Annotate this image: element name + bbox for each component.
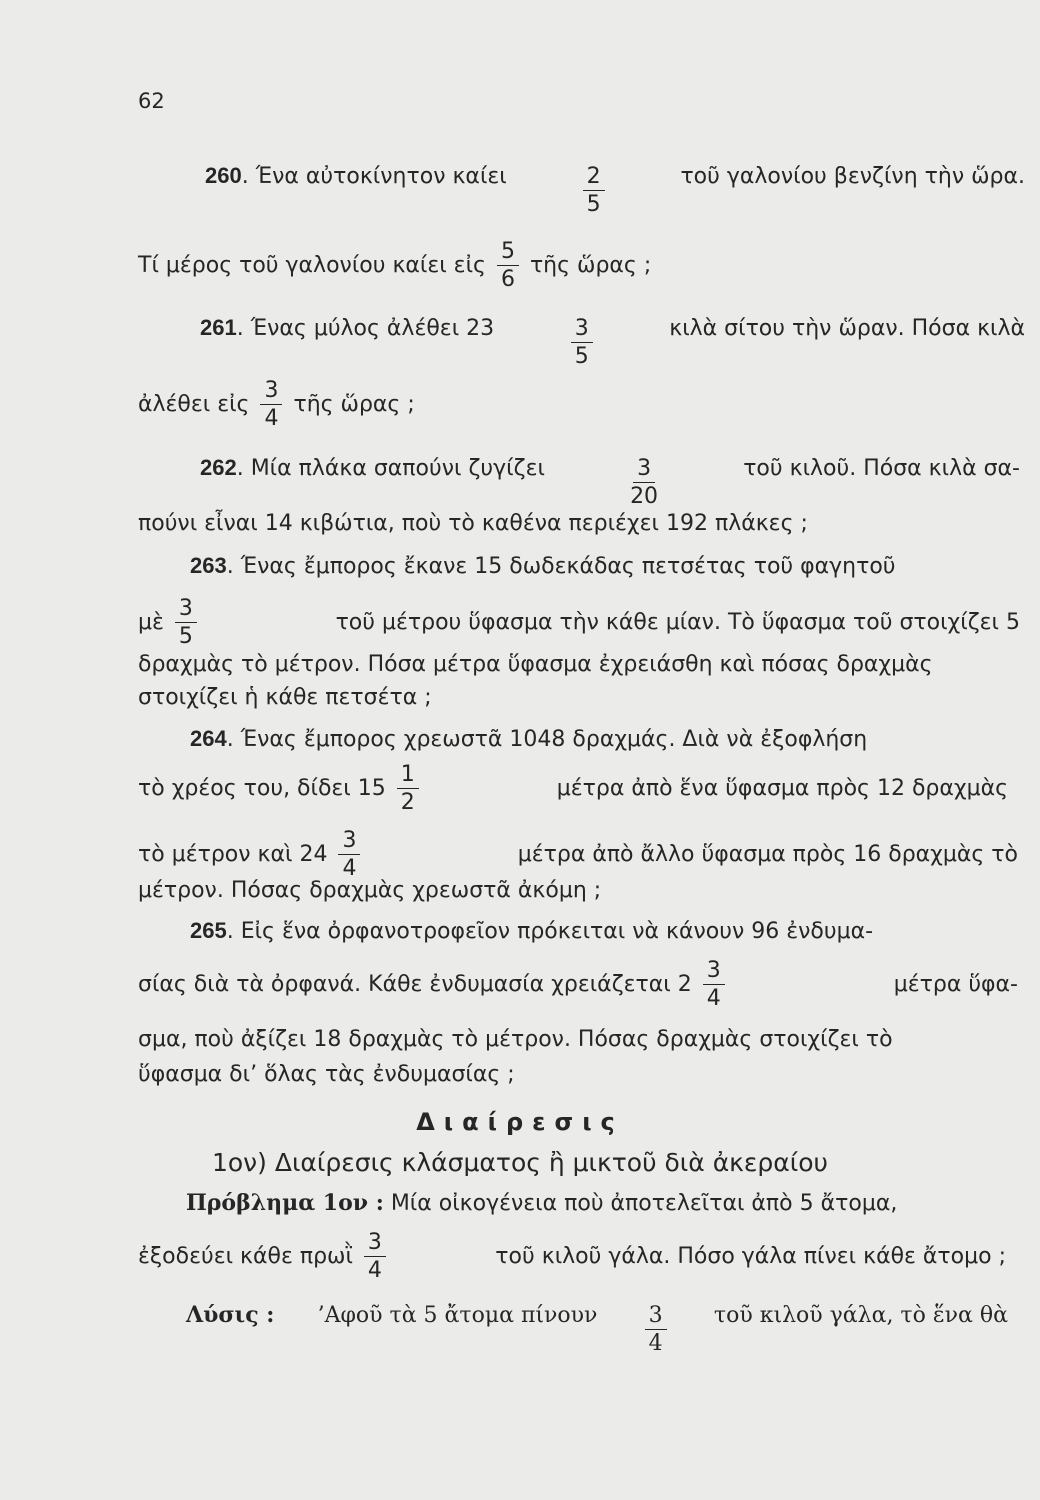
denominator: 4 [648, 1331, 663, 1356]
problem-261-line-2 [138, 380, 415, 430]
fraction [338, 830, 360, 880]
text: τῆς ὥρας ; [293, 392, 415, 417]
fraction [583, 166, 605, 216]
problem-263-line-3: δραχμὰς τὸ μέτρον. Πόσα μέτρα ὕφασμα ἐχρειάσθη καὶ πόσας δραχμὰς [138, 652, 933, 677]
fraction [626, 458, 662, 508]
problem-264-line-3 [138, 830, 1018, 880]
problem-number: 263 [190, 553, 227, 578]
problem-262-line-2: πούνι εἶναι 14 κιβώτια, ποὺ τὸ καθένα περιέχει 192 πλάκες ; [138, 511, 808, 536]
problem-265-line-1 [190, 918, 873, 945]
text: ἐξοδεύει κάθε πρωῒ [138, 1244, 353, 1269]
denominator: 20 [630, 484, 659, 509]
denominator: 4 [342, 856, 357, 881]
numerator: 3 [364, 1232, 386, 1257]
problem-263-line-4: στοιχίζει ἡ κάθε πετσέτα ; [138, 685, 432, 710]
text: μέτρα ἀπὸ ἄλλο ὕφασμα πρὸς 16 δραχμὰς τὸ [517, 842, 1018, 867]
numerator: 5 [497, 241, 519, 266]
numerator: 3 [260, 380, 282, 405]
numerator: 3 [571, 318, 593, 343]
text: ’Αφοῦ τὰ 5 ἄτομα πίνουν [317, 1303, 598, 1328]
problem-265-line-3: σμα, ποὺ ἀξίζει 18 δραχμὰς τὸ μέτρον. Πόσας δραχμὰς στοιχίζει τὸ [138, 1027, 893, 1052]
numerator: 2 [583, 166, 605, 191]
fraction [364, 1232, 386, 1282]
denominator: 5 [574, 344, 589, 369]
denominator: 5 [178, 624, 193, 649]
problem-264-line-4: μέτρον. Πόσας δραχμὰς χρεωστᾶ ἀκόμη ; [138, 878, 602, 903]
text: σίας διὰ τὰ ὀρφανά. Κάθε ἐνδυμασία χρειάζεται 2 [138, 972, 692, 997]
fraction [645, 1305, 667, 1355]
problem-263-line-1 [190, 553, 896, 580]
denominator: 4 [367, 1258, 382, 1283]
denominator: 2 [400, 790, 415, 815]
text: τοῦ μέτρου ὕφασμα τὴν κάθε μίαν. Τὸ ὕφασμα τοῦ στοιχίζει 5 [335, 610, 1020, 635]
problem-264-line-1 [190, 726, 867, 753]
problem-number: 262 [200, 455, 237, 480]
text: τοῦ κιλοῦ. Πόσα κιλὰ σα- [743, 456, 1020, 481]
denominator: 5 [586, 192, 601, 217]
page-number: 62 [138, 89, 165, 113]
text: ἀλέθει εἰς [138, 392, 250, 417]
problem-1-line-1 [186, 1190, 897, 1217]
denominator: 6 [500, 267, 515, 292]
section-heading: Διαίρεσις [416, 1108, 624, 1136]
problem-number: 265 [190, 918, 227, 943]
text: μέτρα ὕφα- [893, 972, 1018, 997]
problem-number: 260 [205, 163, 242, 188]
text: . Ένας ἔμπορος χρεωστᾶ 1048 δραχμάς. Διὰ νὰ ἐξοφλήση [226, 727, 868, 752]
problem-264-line-2 [138, 764, 1008, 814]
problem-263-line-2 [138, 598, 1020, 648]
text: κιλὰ σίτου τὴν ὥραν. Πόσα κιλὰ [669, 316, 1025, 341]
text: μὲ [138, 610, 164, 635]
fraction [571, 318, 593, 368]
fraction [397, 764, 419, 814]
text: . Μία πλάκα σαπούνι ζυγίζει [236, 456, 545, 481]
text: τὸ μέτρον καὶ 24 [138, 842, 328, 867]
problem-260-line-1 [205, 163, 1025, 216]
problem-260-line-2 [138, 241, 651, 291]
subheading: 1ον) Διαίρεσις κλάσματος ἢ μικτοῦ διὰ ἀκεραίου [211, 1148, 828, 1177]
problem-262-line-1 [200, 455, 1020, 508]
text: . Ένα αὐτοκίνητον καίει [241, 164, 507, 189]
text: . Εἰς ἕνα ὀρφανοτροφεῖον πρόκειται νὰ κάνουν 96 ἐνδυμα- [226, 919, 874, 944]
numerator: 3 [175, 598, 197, 623]
numerator: 3 [633, 458, 655, 483]
text: Μία οἰκογένεια ποὺ ἀποτελεῖται ἀπὸ 5 ἄτομα, [390, 1191, 898, 1216]
numerator: 3 [703, 960, 725, 985]
text: τοῦ κιλοῦ γάλα, τὸ ἕνα θὰ [713, 1303, 1008, 1328]
denominator: 4 [264, 406, 279, 431]
text: Τί μέρος τοῦ γαλονίου καίει εἰς [138, 253, 486, 278]
fraction [497, 241, 519, 291]
text: τῆς ὥρας ; [529, 253, 652, 278]
fraction [260, 380, 282, 430]
problem-number: 264 [190, 726, 227, 751]
problem-265-line-2 [138, 960, 1018, 1010]
numerator: 3 [338, 830, 360, 855]
problem-265-line-4: ὕφασμα δι’ ὅλας τὰς ἐνδυμασίας ; [138, 1062, 515, 1087]
problem-number: 261 [200, 315, 237, 340]
numerator: 3 [645, 1305, 667, 1330]
text: τοῦ κιλοῦ γάλα. Πόσο γάλα πίνει κάθε ἄτομο ; [495, 1244, 1006, 1269]
problem-1-line-2 [138, 1232, 1006, 1282]
text: . Ένας μύλος ἀλέθει 23 [236, 316, 495, 341]
text: . Ένας ἔμπορος ἔκανε 15 δωδεκάδας πετσέτας τοῦ φαγητοῦ [226, 554, 896, 579]
fraction [175, 598, 197, 648]
text: μέτρα ἀπὸ ἕνα ὕφασμα πρὸς 12 δραχμὰς [556, 776, 1008, 801]
problem-1-label: Πρόβλημα 1ον : [186, 1190, 384, 1216]
solution-line-1 [186, 1302, 1008, 1355]
solution-label: Λύσις : [186, 1302, 275, 1328]
denominator: 4 [706, 986, 721, 1011]
problem-261-line-1 [200, 315, 1025, 368]
fraction [703, 960, 725, 1010]
text: τὸ χρέος του, δίδει 15 [138, 776, 386, 801]
text: τοῦ γαλονίου βενζίνη τὴν ὥρα. [680, 164, 1025, 189]
numerator: 1 [397, 764, 419, 789]
